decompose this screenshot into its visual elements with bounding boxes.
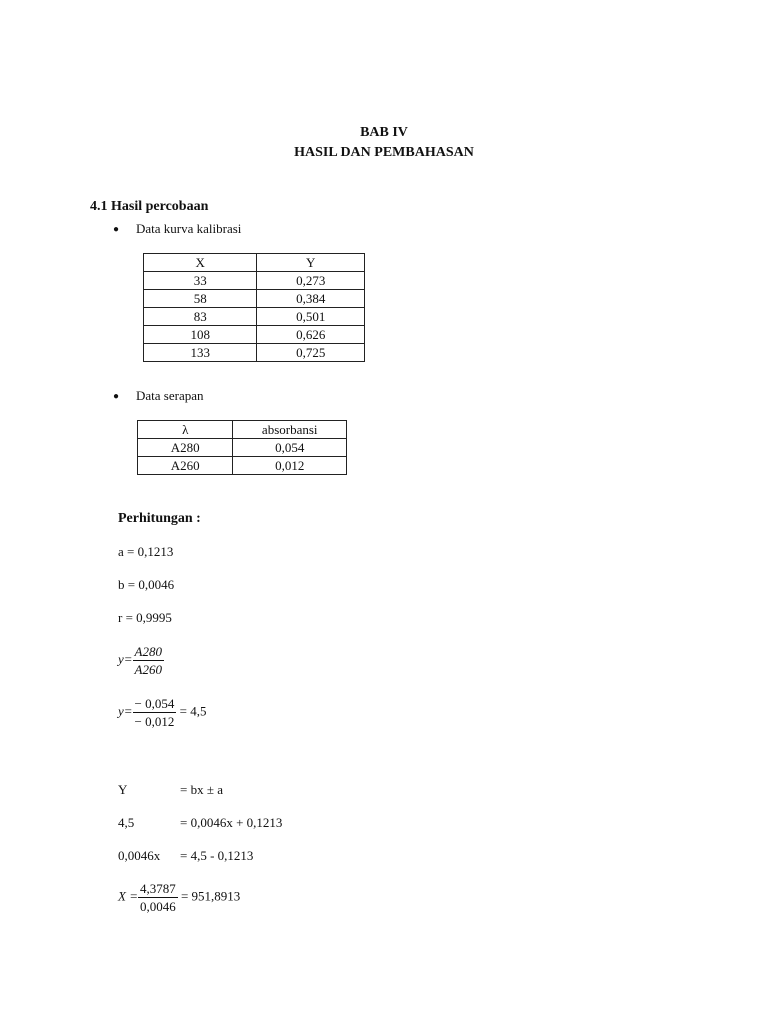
table-cell: 133 (144, 344, 257, 362)
eq-line-right: = 4,5 - 0,1213 (180, 848, 254, 863)
table-cell: 33 (144, 272, 257, 290)
table-cell: 0,012 (233, 457, 347, 475)
equation-result: = 951,8913 (180, 888, 241, 904)
chapter-label: BAB IV (360, 125, 408, 140)
table-header-row (144, 254, 365, 272)
fraction (138, 880, 178, 915)
fraction-numerator: 4,3787 (139, 881, 176, 896)
bullet-label-calibration: Data kurva kalibrasi (136, 221, 242, 236)
bullet-dot-icon: ● (113, 224, 120, 235)
fraction-denominator: 0,0046 (139, 899, 176, 914)
value-r: r = 0,9995 (118, 610, 172, 625)
eq-line-right: = 0,0046x + 0,1213 (180, 815, 283, 830)
fraction (133, 643, 164, 678)
equation-lhs: y= (118, 703, 133, 719)
table-cell: A260 (138, 457, 233, 475)
table-header-absorbance: absorbansi (233, 421, 347, 439)
table-cell: 108 (144, 326, 257, 344)
equation-ratio (118, 643, 164, 678)
calculation-title: Perhitungan : (118, 511, 201, 526)
table-cell: 0,725 (257, 344, 365, 362)
table-cell: 0,384 (257, 290, 365, 308)
calibration-table (143, 253, 365, 362)
fraction-denominator: A260 (134, 662, 162, 677)
equation-result: = 4,5 (179, 703, 207, 719)
bullet-label-absorption: Data serapan (136, 388, 204, 403)
table-cell: 0,501 (257, 308, 365, 326)
equation-x-result (118, 880, 240, 915)
table-header-row (138, 421, 347, 439)
eq-line-left: 4,5 (118, 815, 135, 830)
equation-lhs: X = (118, 888, 138, 904)
table-row (144, 272, 365, 290)
table-cell: 0,626 (257, 326, 365, 344)
chapter-title: HASIL DAN PEMBAHASAN (294, 145, 474, 160)
eq-line-right: = bx ± a (180, 782, 223, 797)
table-cell: 0,273 (257, 272, 365, 290)
table-row (144, 308, 365, 326)
table-row (144, 290, 365, 308)
equation-ratio-values (118, 695, 206, 730)
bullet-dot-icon: ● (113, 391, 120, 402)
eq-line-left: 0,0046x (118, 848, 161, 863)
table-header-x: X (144, 254, 257, 272)
value-b: b = 0,0046 (118, 577, 175, 592)
fraction-numerator: A280 (134, 644, 162, 659)
absorption-table (137, 420, 347, 475)
fraction (133, 695, 177, 730)
value-a: a = 0,1213 (118, 544, 174, 559)
table-row (144, 326, 365, 344)
table-cell: A280 (138, 439, 233, 457)
table-row (138, 439, 347, 457)
eq-line-left: Y (118, 782, 128, 797)
table-cell: 0,054 (233, 439, 347, 457)
table-header-lambda: λ (138, 421, 233, 439)
table-cell: 83 (144, 308, 257, 326)
table-row (138, 457, 347, 475)
section-title: 4.1 Hasil percobaan (90, 199, 209, 214)
table-header-y: Y (257, 254, 365, 272)
table-cell: 58 (144, 290, 257, 308)
fraction-numerator: − 0,054 (134, 696, 175, 711)
table-row (144, 344, 365, 362)
fraction-denominator: − 0,012 (134, 714, 175, 729)
equation-lhs: y= (118, 651, 133, 667)
